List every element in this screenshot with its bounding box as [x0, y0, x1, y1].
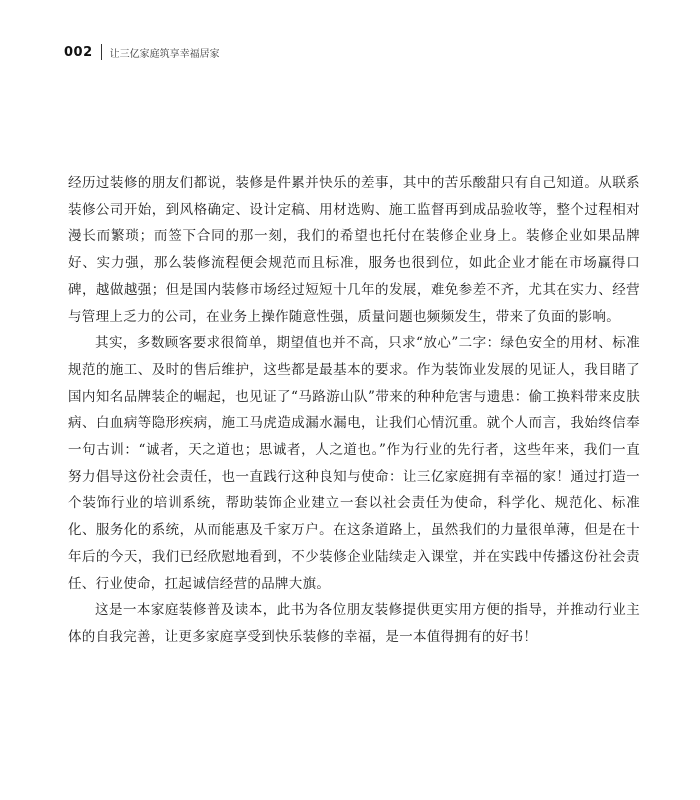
paragraph-1: 经历过装修的朋友们都说，装修是件累并快乐的差事，其中的苦乐酸甜只有自己知道。从联系装修公司开始，到风格确定、设计定稿、用材选购、施工监督再到成品验收等，整个过程相对漫长而繁琐；而签下合同的那一刻，我们的希望也托付在装修企业身上。装修企业如果品牌好、实力强，那么装修流程便会规范而且标准，服务也很到位，如此企业才能在市场赢得口碑，越做越强；但是国内装修市场经过短短十几年的发展，难免参差不齐，尤其在实力、经营与管理上乏力的公司，在业务上操作随意性强，质量问题也频频发生，带来了负面的影响。 [68, 175, 640, 325]
header-divider [101, 44, 102, 60]
body-text [68, 170, 640, 651]
paragraph-2: 其实，多数顾客要求很简单，期望值也并不高，只求“放心”二字：绿色安全的用材、标准规范的施工、及时的售后维护，这些都是最基本的要求。作为装饰业发展的见证人，我目睹了国内知名品牌装企的崛起，也见证了“马路游山队”带来的种种危害与遗患：偷工换料带来皮肤病、白血病等隐形疾病，施工马虎造成漏水漏电，让我们心情沉重。就个人而言，我始终信奉一句古训：“诚者，天之道也；思诚者，人之道也。”作为行业的先行者，这些年来，我们一直努力倡导这份社会责任，也一直践行这种良知与使命：让三亿家庭拥有幸福的家！通过打造一个装饰行业的培训系统，帮助装饰企业建立一套以社会责任为使命，科学化、规范化、标准化、服务化的系统，从而能惠及千家万户。在这条道路上，虽然我们的力量很单薄，但是在十年后的今天，我们已经欣慰地看到，不少装修企业陆续走入课堂，并在实践中传播这份社会责任、行业使命，扛起诚信经营的品牌大旗。 [68, 335, 640, 592]
running-title: 让三亿家庭筑享幸福居家 [109, 48, 220, 60]
page-number: 002 [64, 44, 93, 60]
page-header [64, 40, 220, 64]
paragraph-3: 这是一本家庭装修普及读本，此书为各位朋友装修提供更实用方便的指导，并推动行业主体的自我完善，让更多家庭享受到快乐装修的幸福，是一本值得拥有的好书！ [68, 602, 640, 645]
